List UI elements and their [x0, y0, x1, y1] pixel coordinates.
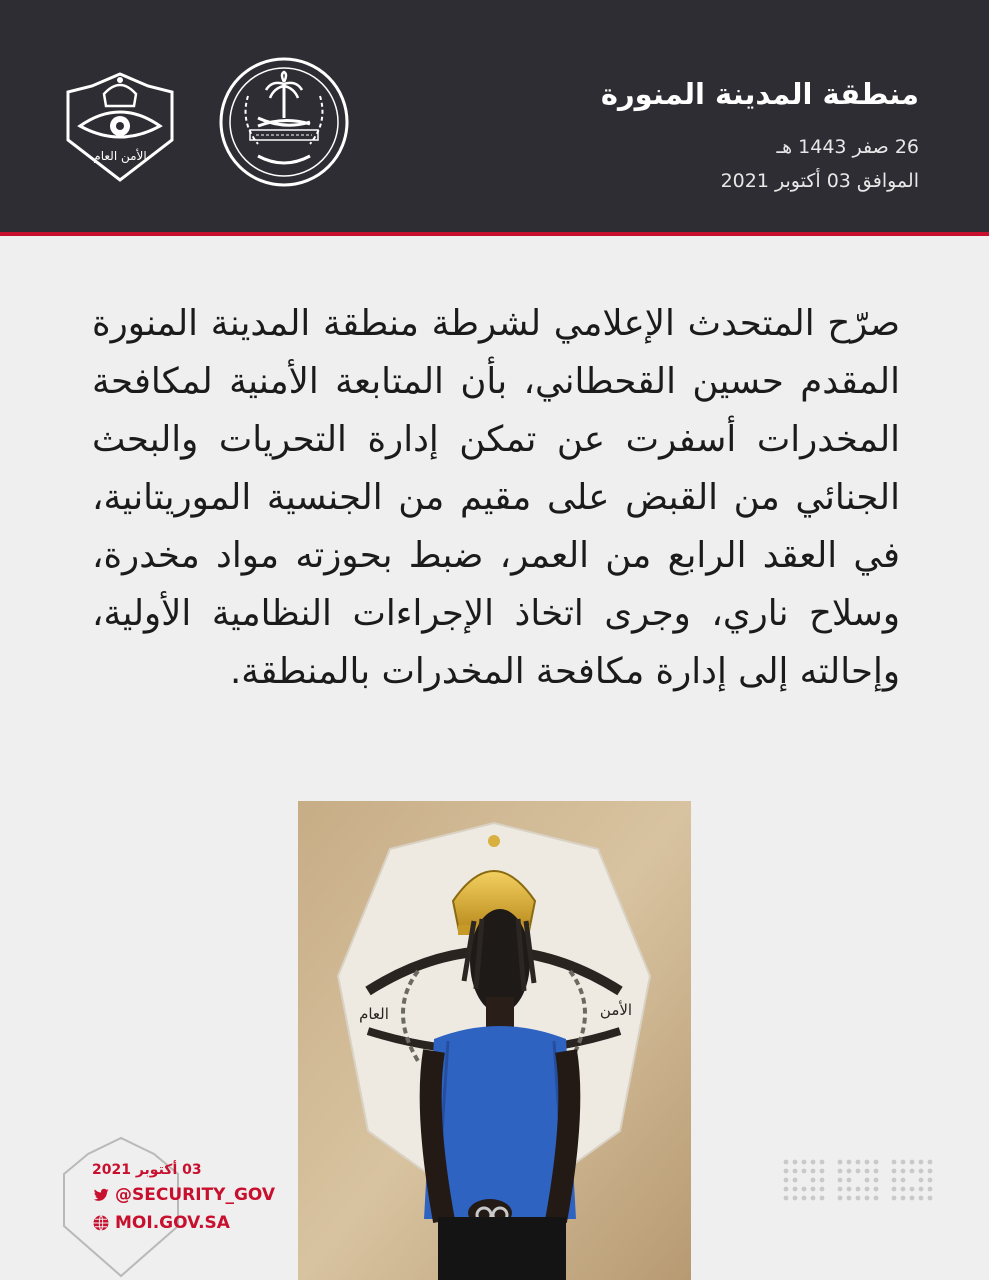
decorative-dot [910, 1196, 915, 1201]
decorative-dot [847, 1196, 852, 1201]
decorative-dot [811, 1160, 816, 1165]
decorative-dot [901, 1169, 906, 1174]
footer-date: 03 أكتوبر 2021 [92, 1162, 202, 1178]
decorative-dot [874, 1160, 879, 1165]
decorative-dot [919, 1178, 924, 1183]
footer-website[interactable] [92, 1210, 282, 1236]
decorative-dot [892, 1178, 897, 1183]
shield-logo-text: الأمن العام [93, 149, 147, 163]
decorative-dot [811, 1187, 816, 1192]
decorative-dot [928, 1169, 933, 1174]
twitter-icon [92, 1186, 110, 1204]
decorative-dot [928, 1160, 933, 1165]
decorative-dot [811, 1178, 816, 1183]
decorative-dot [892, 1196, 897, 1201]
decorative-dot [856, 1160, 861, 1165]
decorative-dot [793, 1178, 798, 1183]
decorative-dot [802, 1160, 807, 1165]
decorative-dot [919, 1169, 924, 1174]
decorative-dot [820, 1169, 825, 1174]
decorative-dot [865, 1196, 870, 1201]
decorative-dot [802, 1187, 807, 1192]
decorative-dot [847, 1178, 852, 1183]
decorative-dot [847, 1160, 852, 1165]
footer-info [92, 1160, 282, 1236]
globe-icon [92, 1214, 110, 1232]
twitter-handle: @SECURITY_GOV [115, 1185, 276, 1205]
decorative-dot [811, 1196, 816, 1201]
decorative-dot [892, 1187, 897, 1192]
decorative-dot [892, 1160, 897, 1165]
decorative-dot [901, 1196, 906, 1201]
decorative-dots [782, 1158, 942, 1204]
decorative-dot [784, 1178, 789, 1183]
header-bar [0, 0, 989, 232]
decorative-dot [811, 1169, 816, 1174]
decorative-dot [820, 1160, 825, 1165]
decorative-dot [874, 1196, 879, 1201]
public-security-emblem-icon [58, 64, 182, 186]
decorative-dot [928, 1196, 933, 1201]
decorative-dot [865, 1169, 870, 1174]
decorative-dot [802, 1196, 807, 1201]
ministry-emblem-icon [218, 56, 350, 188]
gregorian-date: الموافق 03 أكتوبر 2021 [720, 170, 919, 192]
decorative-dot [928, 1187, 933, 1192]
suspect-photo [298, 801, 691, 1280]
decorative-dot [919, 1187, 924, 1192]
decorative-dot [874, 1187, 879, 1192]
decorative-dot [856, 1196, 861, 1201]
decorative-dot [838, 1169, 843, 1174]
decorative-dot [874, 1169, 879, 1174]
decorative-dot [847, 1187, 852, 1192]
decorative-dot [847, 1169, 852, 1174]
region-title: منطقة المدينة المنورة [600, 77, 919, 111]
decorative-dot [793, 1160, 798, 1165]
hijri-date: 26 صفر 1443 هـ [776, 136, 919, 158]
decorative-dot [856, 1187, 861, 1192]
decorative-dot [793, 1187, 798, 1192]
decorative-dot [865, 1187, 870, 1192]
decorative-dot [910, 1160, 915, 1165]
decorative-dot [784, 1169, 789, 1174]
decorative-dot [820, 1178, 825, 1183]
decorative-dot [874, 1178, 879, 1183]
decorative-dot [856, 1169, 861, 1174]
decorative-dot [838, 1178, 843, 1183]
decorative-dot [838, 1187, 843, 1192]
press-statement: صرّح المتحدث الإعلامي لشرطة منطقة المدينة المنورة المقدم حسين القحطاني، بأن المتابعة الأمنية لمكافحة المخدرات أسفرت عن تمكن إدارة التحريات والبحث الجنائي من القبض على مقيم من الجنسية الموريتانية، في العقد الرابع من العمر، ضبط بحوزته مواد مخدرة، وسلاح ناري، وجرى اتخاذ الإجراءات النظامية الأولية، وإحالته إلى إدارة مكافحة المخدرات بالمنطقة. [92, 303, 900, 692]
decorative-dot [820, 1187, 825, 1192]
decorative-dot [784, 1160, 789, 1165]
website-url: MOI.GOV.SA [115, 1213, 230, 1233]
decorative-dot [901, 1160, 906, 1165]
header-text-block [499, 72, 919, 198]
decorative-dot [892, 1169, 897, 1174]
decorative-dot [865, 1178, 870, 1183]
decorative-dot [784, 1187, 789, 1192]
decorative-dot [838, 1196, 843, 1201]
decorative-dot [910, 1169, 915, 1174]
wall-logo-text-left: العام [359, 1005, 389, 1023]
footer-twitter[interactable] [92, 1182, 282, 1208]
decorative-dot [919, 1160, 924, 1165]
decorative-dot [793, 1169, 798, 1174]
decorative-dot [802, 1169, 807, 1174]
wall-logo-text-right: الأمن [599, 1001, 633, 1019]
decorative-dot [910, 1187, 915, 1192]
decorative-dot [793, 1196, 798, 1201]
decorative-dot [901, 1187, 906, 1192]
decorative-dot [820, 1196, 825, 1201]
decorative-dot [919, 1196, 924, 1201]
decorative-dot [901, 1178, 906, 1183]
header-accent-line [0, 232, 989, 236]
decorative-dot [784, 1196, 789, 1201]
decorative-dot [865, 1160, 870, 1165]
decorative-dot [928, 1178, 933, 1183]
decorative-dot [838, 1160, 843, 1165]
photo-scene [298, 801, 691, 1280]
